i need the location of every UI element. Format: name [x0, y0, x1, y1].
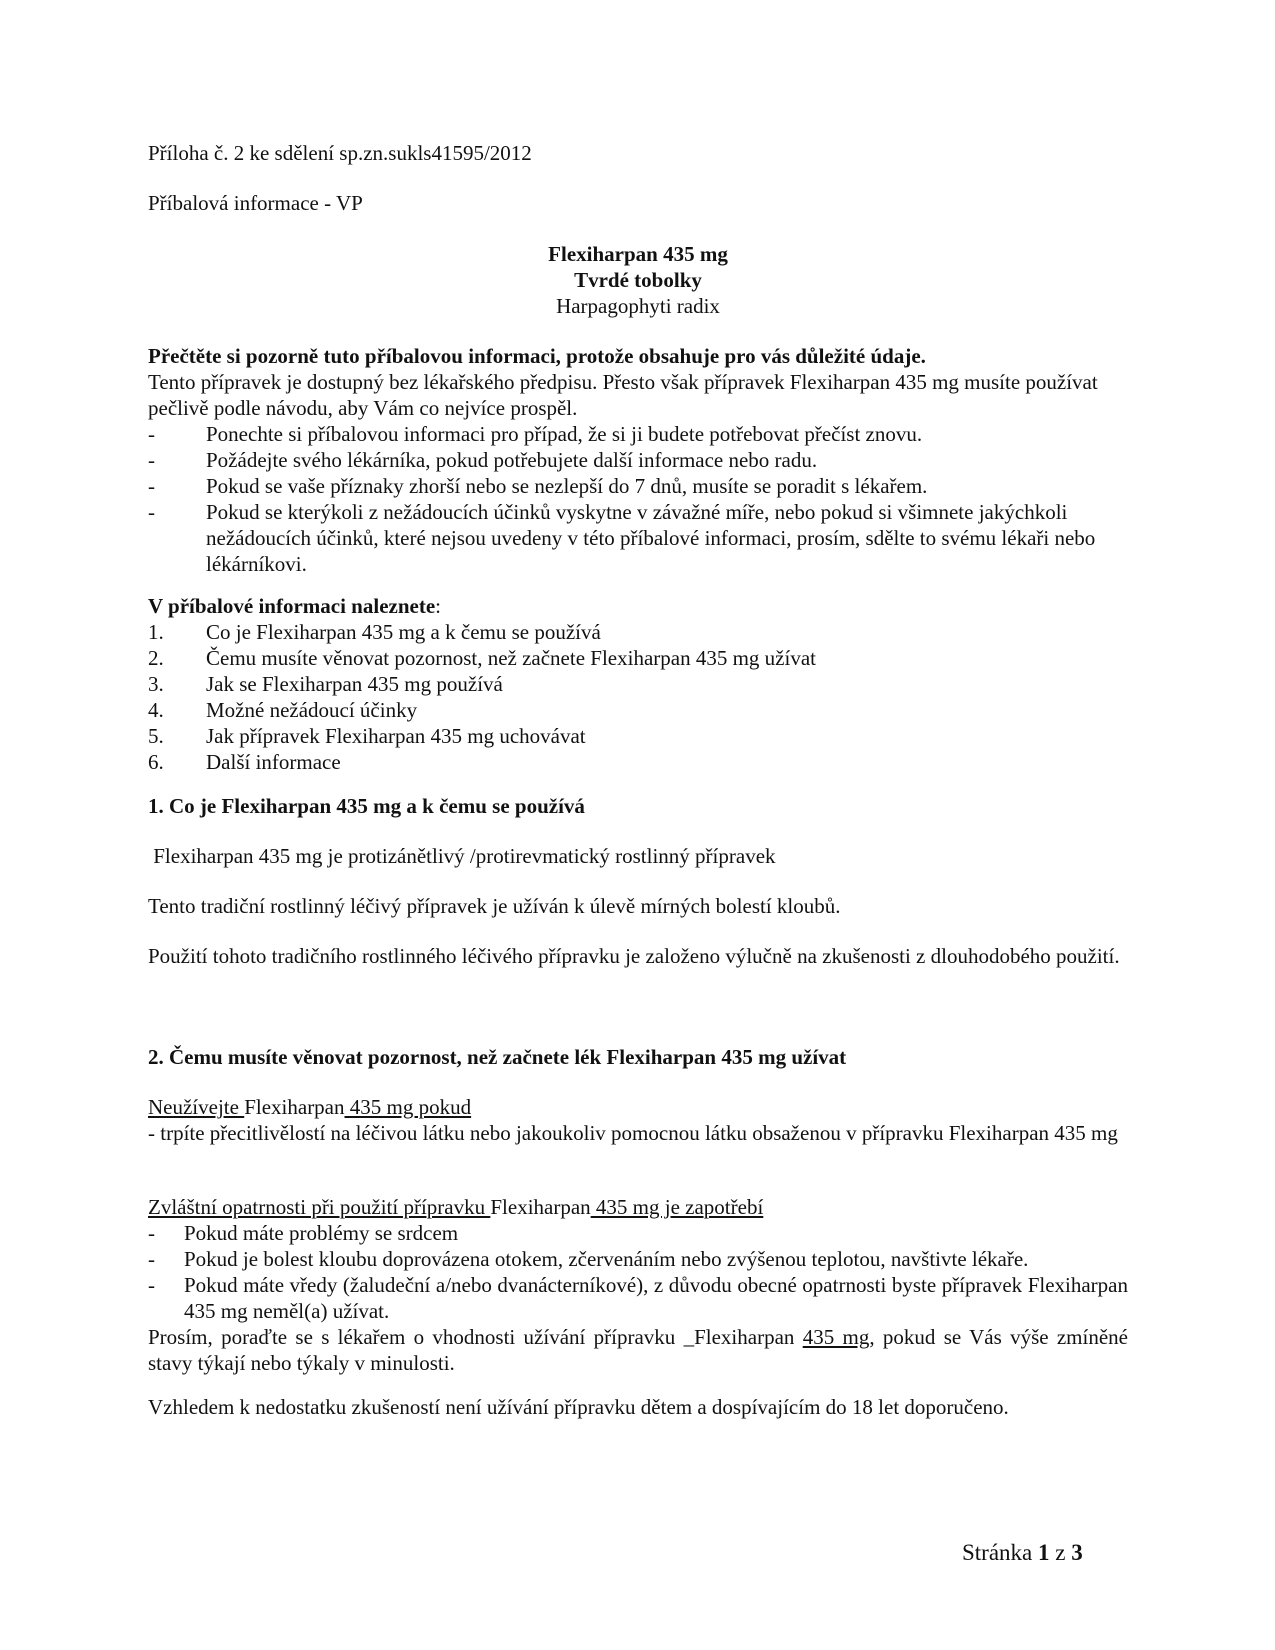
document-type: Příbalová informace - VP [148, 191, 363, 215]
toc-item: 1. Co je Flexiharpan 435 mg a k čemu se používá [148, 620, 601, 644]
toc-item: 3. Jak se Flexiharpan 435 mg používá [148, 672, 503, 696]
section1-paragraph: Použití tohoto tradičního rostlinného léčivého přípravku je založeno výlučně na zkušenosti z dlouhodobého použití. [148, 944, 1120, 968]
product-form: Tvrdé tobolky [574, 268, 702, 292]
cautions-heading: Zvláštní opatrnosti při použití přípravku Flexiharpan 435 mg je zapotřebí [148, 1195, 764, 1219]
toc-item: 2. Čemu musíte věnovat pozornost, než začnete Flexiharpan 435 mg užívat [148, 646, 816, 670]
caution-item: - Pokud máte vředy (žaludeční a/nebo dvanácterníkové), z důvodu obecné opatrnosti byste přípravek Flexiharpan 435 mg neměl(a) užívat. [148, 1273, 1128, 1323]
annex-reference: Příloha č. 2 ke sdělení sp.zn.sukls41595/2012 [148, 141, 532, 165]
intro-bullet: - Pokud se kterýkoli z nežádoucích účinků vyskytne v závažné míře, nebo pokud si všimnete jakýchkoli nežádoucích účinků, které nejsou uvedeny v této příbalové informaci, prosím, sdělte to svému lékaři nebo lékárníkovi. [148, 500, 1096, 576]
toc-item: 5. Jak přípravek Flexiharpan 435 mg uchovávat [148, 724, 586, 748]
intro-bullet: - Pokud se vaše příznaky zhorší nebo se nezlepší do 7 dnů, musíte se poradit s lékařem. [148, 474, 928, 498]
caution-item: - Pokud je bolest kloubu doprovázena otokem, zčervenáním nebo zvýšenou teplotou, navštivte lékaře. [148, 1247, 1029, 1271]
page-number: Stránka 1 z 3 [962, 1540, 1083, 1565]
intro-heading: Přečtěte si pozorně tuto příbalovou informaci, protože obsahuje pro vás důležité údaje. [148, 344, 926, 368]
contraindication-text: - trpíte přecitlivělostí na léčivou látku nebo jakoukoliv pomocnou látku obsaženou v přípravku Flexiharpan 435 mg [148, 1121, 1118, 1145]
toc-section [148, 593, 1128, 775]
toc-heading: V příbalové informaci naleznete: [148, 594, 441, 618]
toc-item: 6. Další informace [148, 750, 341, 774]
section2-heading: 2. Čemu musíte věnovat pozornost, než začnete lék Flexiharpan 435 mg užívat [148, 1045, 847, 1069]
intro-bullet: - Ponechte si příbalovou informaci pro případ, že si ji budete potřebovat přečíst znovu. [148, 422, 923, 446]
toc-item: 4. Možné nežádoucí účinky [148, 698, 418, 722]
product-substance: Harpagophyti radix [556, 294, 720, 318]
product-title: Flexiharpan 435 mg [548, 242, 728, 266]
intro-section [148, 343, 1128, 577]
cautions-block [148, 1194, 1128, 1376]
contraindications-block [148, 1094, 1128, 1146]
contraindications-heading: Neužívejte Flexiharpan 435 mg pokud [148, 1095, 472, 1119]
advice-paragraph: Prosím, poraďte se s lékařem o vhodnosti užívání přípravku _Flexiharpan 435 mg, pokud se Vás výše zmíněné stavy týkají nebo týkaly v minulosti. [148, 1325, 1128, 1375]
title-block [148, 241, 1128, 319]
intro-text: Tento přípravek je dostupný bez lékařského předpisu. Přesto však přípravek Flexiharpan 435 mg musíte používat pečlivě podle návodu, aby Vám co nejvíce prospěl. [148, 370, 1098, 420]
children-note: Vzhledem k nedostatku zkušeností není užívání přípravku dětem a dospívajícím do 18 let doporučeno. [148, 1395, 1009, 1419]
section1-paragraph: Tento tradiční rostlinný léčivý přípravek je užíván k úlevě mírných bolestí kloubů. [148, 894, 841, 918]
intro-bullet: - Požádejte svého lékárníka, pokud potřebujete další informace nebo radu. [148, 448, 818, 472]
caution-item: - Pokud máte problémy se srdcem [148, 1221, 459, 1245]
section1-heading: 1. Co je Flexiharpan 435 mg a k čemu se používá [148, 794, 585, 818]
section1-paragraph: Flexiharpan 435 mg je protizánětlivý /protirevmatický rostlinný přípravek [148, 844, 776, 868]
